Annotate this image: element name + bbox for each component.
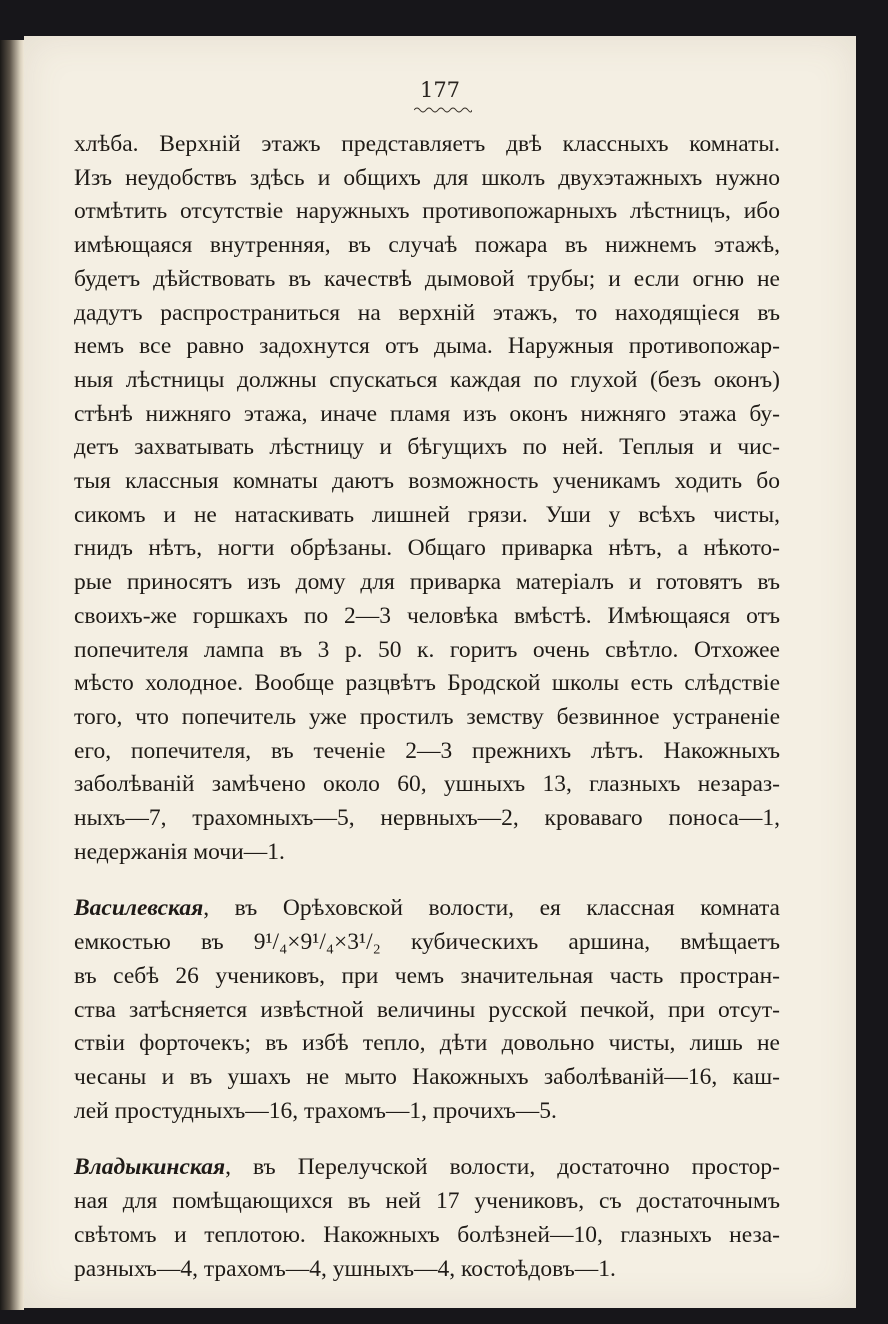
text-line: въ себѣ 26 учениковъ, при чемъ значительная часть простран- (74, 962, 780, 989)
page-number-ornament (414, 106, 472, 114)
text-line: заболѣваній замѣчено около 60, ушныхъ 13, глазныхъ незараз- (74, 771, 780, 798)
book-page (24, 36, 856, 1308)
text-line: детъ захватывать лѣстницу и бѣгущихъ по ней. Теплыя и чис- (74, 434, 780, 461)
text-line (74, 892, 780, 926)
text-line: недержанія мочи—1. (74, 838, 285, 865)
text-line: Изъ неудобствъ здѣсь и общихъ для школъ двухэтажныхъ нужно (74, 164, 780, 191)
text-line: стѣнѣ нижняго этажа, иначе пламя изъ оконъ нижняго этажа бу- (74, 400, 780, 427)
text-line: того, что попечитель уже простилъ земству безвинное устраненіе (74, 703, 780, 730)
text-line: попечителя лампа въ 3 р. 50 к. горитъ очень свѣтло. Отхожее (74, 636, 780, 663)
page-number: 177 (419, 78, 461, 102)
body-text (74, 128, 780, 1286)
paragraph-gap (74, 1128, 780, 1151)
text-line-rest: , въ Орѣховской волости, ея классная комната (203, 895, 780, 922)
text-line: рые приносятъ изъ дому для приварка матеріалъ и готовятъ въ (74, 569, 780, 596)
paragraph (74, 128, 780, 869)
text-line: немъ все равно задохнутся отъ дыма. Наружныя противопожар- (74, 333, 780, 360)
text-line: свѣтомъ и теплотою. Накожныхъ болѣзней—10, глазныхъ неза- (74, 1221, 780, 1248)
paragraph (74, 1151, 780, 1286)
text-line: чесаны и въ ушахъ не мыто Накожныхъ заболѣваній—16, каш- (74, 1063, 780, 1090)
school-name: Василевская (74, 895, 204, 922)
text-line: отмѣтить отсутствіе наружныхъ противопожарныхъ лѣстницъ, ибо (74, 198, 780, 225)
text-line: мѣсто холодное. Вообще разцвѣтъ Бродской школы есть слѣдствіе (74, 670, 780, 697)
paragraph (74, 892, 780, 1128)
text-line: сикомъ и не натаскивать лишней грязи. Уши у всѣхъ чисты, (74, 501, 780, 528)
text-line: ства затѣсняется извѣстной величины русской печкой, при отсут- (74, 996, 780, 1023)
text-line: ствіи форточекъ; въ избѣ тепло, дѣти довольно чисты, лишь не (74, 1030, 780, 1057)
text-line-rest: , въ Перелучской волости, достаточно простор- (225, 1154, 780, 1181)
text-line: ныя лѣстницы должны спускаться каждая по глухой (безъ оконъ) (74, 366, 780, 393)
text-line (74, 1151, 780, 1185)
text-line: дадутъ распространиться на верхній этажъ, то находящіеся въ (74, 299, 780, 326)
school-name: Владыкинская (74, 1154, 226, 1181)
text-line: своихъ-же горшкахъ по 2—3 человѣка вмѣстѣ. Имѣющаяся отъ (74, 602, 780, 629)
text-line: тыя классныя комнаты даютъ возможность ученикамъ ходить бо (74, 468, 780, 495)
text-line: его, попечителя, въ теченіе 2—3 прежнихъ лѣтъ. Накожныхъ (74, 737, 780, 764)
text-line: будетъ дѣйствовать въ качествѣ дымовой трубы; и если огню не (74, 265, 780, 292)
text-line: гнидъ нѣтъ, ногти обрѣзаны. Общаго приварка нѣтъ, а нѣкото- (74, 535, 780, 562)
paragraph-gap (74, 869, 780, 892)
text-line: емкостью въ 9¹/₄×9¹/₄×3¹/₂ кубическихъ аршина, вмѣщаетъ (74, 929, 780, 956)
text-line: ная для помѣщающихся въ ней 17 учениковъ, съ достаточнымъ (74, 1188, 780, 1215)
book-spine (0, 40, 24, 1310)
text-line: лей простудныхъ—16, трахомъ—1, прочихъ—5. (74, 1097, 557, 1124)
text-line: ныхъ—7, трахомныхъ—5, нервныхъ—2, кроваваго поноса—1, (74, 805, 780, 832)
text-line: хлѣба. Верхній этажъ представляетъ двѣ классныхъ комнаты. (74, 131, 780, 157)
text-line: имѣющаяся внутренняя, въ случаѣ пожара въ нижнемъ этажѣ, (74, 232, 780, 259)
text-line: разныхъ—4, трахомъ—4, ушныхъ—4, костоѣдовъ—1. (74, 1255, 616, 1282)
